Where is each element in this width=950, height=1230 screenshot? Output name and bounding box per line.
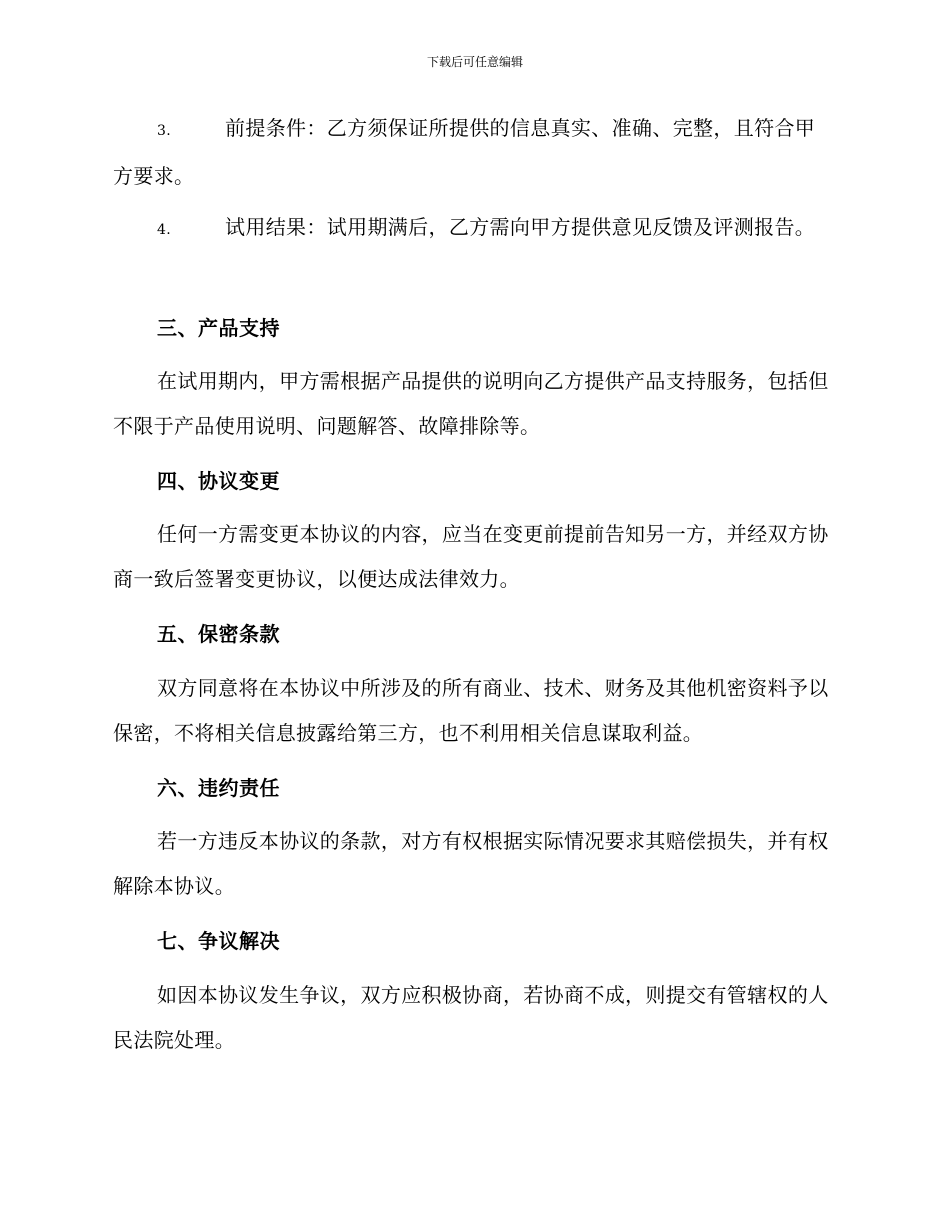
section-body-product-support: 在试用期内，甲方需根据产品提供的说明向乙方提供产品支持服务，包括但不限于产品使用说明、问题解答、故障排除等。	[113, 369, 829, 438]
clause-number: 3.	[157, 123, 172, 139]
section-body-confidentiality: 双方同意将在本协议中所涉及的所有商业、技术、财务及其他机密资料予以保密，不将相关信息披露给第三方，也不利用相关信息谋取利益。	[113, 676, 829, 745]
section-heading-confidentiality: 五、保密条款	[157, 622, 280, 646]
section-heading-breach-liability: 六、违约责任	[157, 776, 280, 800]
section-body-breach-liability: 若一方违反本协议的条款，对方有权根据实际情况要求其赔偿损失，并有权解除本协议。	[113, 829, 829, 898]
section-body-dispute-resolution: 如因本协议发生争议，双方应积极协商，若协商不成，则提交有管辖权的人民法院处理。	[113, 983, 829, 1052]
section-heading-agreement-change: 四、协议变更	[157, 469, 280, 493]
section-heading-product-support: 三、产品支持	[157, 316, 280, 340]
clause-4	[113, 205, 833, 253]
section-heading-dispute-resolution: 七、争议解决	[157, 929, 280, 953]
clause-text: 前提条件：乙方须保证所提供的信息真实、准确、完整，且符合甲方要求。	[113, 116, 816, 188]
clause-number: 4.	[157, 222, 172, 238]
clause-3	[113, 106, 833, 199]
section-body-agreement-change: 任何一方需变更本协议的内容，应当在变更前提前告知另一方，并经双方协商一致后签署变更协议，以便达成法律效力。	[113, 522, 829, 591]
clause-text: 试用结果：试用期满后，乙方需向甲方提供意见反馈及评测报告。	[225, 215, 816, 239]
header-note: 下载后可任意编辑	[426, 55, 523, 69]
